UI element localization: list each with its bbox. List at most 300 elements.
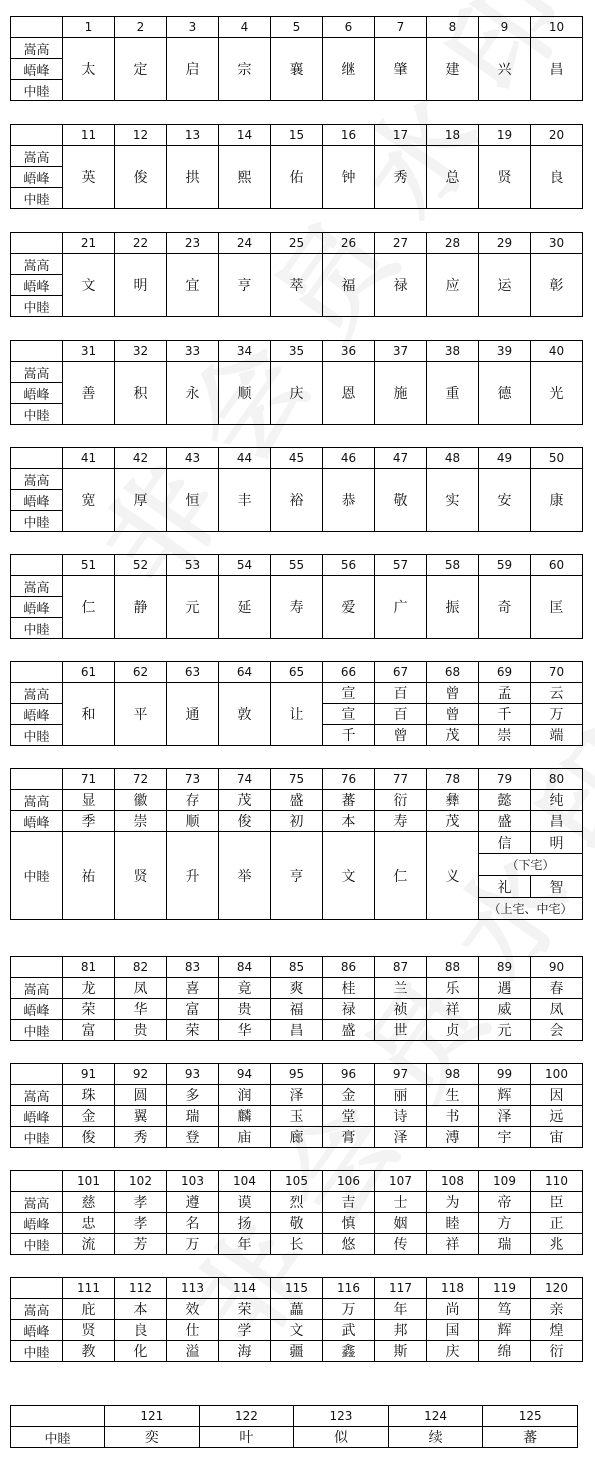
generation-label: 峿峰 [11,275,63,296]
generation-label: 嵩高 [11,362,63,383]
house-note: （上宅、中宅） [479,898,583,920]
generation-character: 钟 [323,146,375,209]
column-number: 38 [427,341,479,362]
column-number: 78 [427,769,479,790]
column-number: 87 [375,957,427,978]
generation-character: 悠 [323,1234,375,1255]
column-number: 19 [479,125,531,146]
column-number: 96 [323,1064,375,1085]
generation-character: 拱 [167,146,219,209]
column-number: 32 [115,341,167,362]
generation-character: 元 [479,1020,531,1041]
generation-character: 翼 [115,1106,167,1127]
column-number: 35 [271,341,323,362]
column-number: 45 [271,448,323,469]
name-table-block [10,1170,583,1255]
generation-character: 施 [375,362,427,425]
column-number: 93 [167,1064,219,1085]
generation-character: 熙 [219,146,271,209]
generation-character: 年 [219,1234,271,1255]
generation-label: 嵩高 [11,38,63,59]
generation-character: 龙 [63,978,115,999]
column-number: 51 [63,555,115,576]
generation-character: 泽 [479,1106,531,1127]
column-number: 54 [219,555,271,576]
column-number: 101 [63,1171,115,1192]
generation-character: 兰 [375,978,427,999]
generation-character: 华 [115,999,167,1020]
generation-character: 让 [271,683,323,746]
column-number: 44 [219,448,271,469]
generation-character: 春 [531,978,583,999]
column-number: 112 [115,1278,167,1299]
generation-label: 中睦 [11,1127,63,1148]
generation-character: 威 [479,999,531,1020]
generation-character: 荣 [167,1020,219,1041]
generation-character: 实 [427,469,479,532]
generation-character: 荣 [63,999,115,1020]
generation-character: 祥 [427,1234,479,1255]
generation-label: 峿峰 [11,490,63,511]
generation-character: 广 [375,576,427,639]
column-number: 110 [531,1171,583,1192]
generation-character: 元 [167,576,219,639]
blank-corner [11,125,63,146]
generation-character: 圆 [115,1085,167,1106]
column-number: 20 [531,125,583,146]
column-number: 73 [167,769,219,790]
generation-character: 疆 [271,1341,323,1362]
generation-character: 崇 [479,725,531,746]
column-number: 34 [219,341,271,362]
generation-character: 彰 [531,254,583,317]
column-number: 77 [375,769,427,790]
generation-character: 襄 [271,38,323,101]
generation-character: 蕃 [323,790,375,811]
column-number: 123 [294,1406,389,1427]
generation-character: 书 [427,1106,479,1127]
generation-label: 嵩高 [11,146,63,167]
generation-character: 爽 [271,978,323,999]
generation-character: 千 [323,725,375,746]
column-number: 48 [427,448,479,469]
generation-character: 明 [115,254,167,317]
blank-corner [11,1278,63,1299]
column-number: 106 [323,1171,375,1192]
generation-character: 积 [115,362,167,425]
generation-character: 绵 [479,1341,531,1362]
generation-character: 敬 [271,1213,323,1234]
column-number: 90 [531,957,583,978]
generation-character: 溢 [167,1341,219,1362]
generation-character: 仁 [375,832,427,920]
generation-character: 俊 [115,146,167,209]
column-number: 66 [323,662,375,683]
generation-character: 存 [167,790,219,811]
generation-character: 端 [531,725,583,746]
generation-character: 和 [63,683,115,746]
column-number: 3 [167,17,219,38]
generation-character: 堂 [323,1106,375,1127]
generation-character: 总 [427,146,479,209]
generation-character: 裕 [271,469,323,532]
column-number: 31 [63,341,115,362]
column-number: 29 [479,233,531,254]
blank-corner [11,957,63,978]
column-number: 98 [427,1064,479,1085]
generation-label: 峿峰 [11,999,63,1020]
column-number: 72 [115,769,167,790]
generation-character: 顺 [167,811,219,832]
column-number: 83 [167,957,219,978]
blank-corner [11,662,63,683]
generation-character: 辉 [479,1320,531,1341]
generation-character: 禄 [375,254,427,317]
generation-character: 烈 [271,1192,323,1213]
column-number: 115 [271,1278,323,1299]
column-number: 125 [483,1406,578,1427]
generation-character: 孟 [479,683,531,704]
column-number: 114 [219,1278,271,1299]
generation-character: 光 [531,362,583,425]
name-table-block [10,1277,583,1362]
generation-character: 佑 [271,146,323,209]
generation-label: 中睦 [11,618,63,639]
generation-character: 丽 [375,1085,427,1106]
column-number: 36 [323,341,375,362]
generation-character: 本 [323,811,375,832]
column-number: 99 [479,1064,531,1085]
generation-character: 泽 [271,1085,323,1106]
generation-character: 远 [531,1106,583,1127]
generation-character: 禄 [323,999,375,1020]
generation-character: 生 [427,1085,479,1106]
generation-character: 启 [167,38,219,101]
column-number: 117 [375,1278,427,1299]
column-number: 61 [63,662,115,683]
generation-character: 睦 [427,1213,479,1234]
generation-character: 顺 [219,362,271,425]
generation-character: 延 [219,576,271,639]
generation-character: 定 [115,38,167,101]
generation-character: 效 [167,1299,219,1320]
generation-character: 喜 [167,978,219,999]
generation-character: 德 [479,362,531,425]
column-number: 50 [531,448,583,469]
generation-character: 恩 [323,362,375,425]
generation-character: 衍 [531,1341,583,1362]
generation-label: 峿峰 [11,383,63,404]
generation-character: 盛 [323,1020,375,1041]
column-number: 121 [105,1406,200,1427]
column-number: 76 [323,769,375,790]
generation-label: 中睦 [11,1427,105,1448]
generation-character: 昌 [531,38,583,101]
column-number: 65 [271,662,323,683]
column-number: 18 [427,125,479,146]
column-number: 119 [479,1278,531,1299]
name-table-block [10,16,583,101]
blank-corner [11,1171,63,1192]
blank-corner [11,769,63,790]
generation-character: 俊 [63,1127,115,1148]
generation-character: 庆 [271,362,323,425]
generation-character: 宜 [167,254,219,317]
generation-character: 俊 [219,811,271,832]
generation-character: 本 [115,1299,167,1320]
generation-character: 年 [375,1299,427,1320]
generation-character: 麟 [219,1106,271,1127]
generation-character: 宗 [219,38,271,101]
generation-character: 康 [531,469,583,532]
generation-character: 升 [167,832,219,920]
column-number: 107 [375,1171,427,1192]
generation-character: 祥 [427,999,479,1020]
generation-character: 丰 [219,469,271,532]
column-number: 42 [115,448,167,469]
generation-character: 安 [479,469,531,532]
generation-character: 膏 [323,1127,375,1148]
generation-character: 曾 [427,704,479,725]
generation-character: 义 [427,832,479,920]
generation-character: 永 [167,362,219,425]
generation-label: 中睦 [11,80,63,101]
column-number: 111 [63,1278,115,1299]
column-number: 109 [479,1171,531,1192]
generation-label: 中睦 [11,725,63,746]
column-number: 104 [219,1171,271,1192]
generation-label: 中睦 [11,1234,63,1255]
generation-character: 举 [219,832,271,920]
generation-character: 辉 [479,1085,531,1106]
generation-character: 庆 [427,1341,479,1362]
column-number: 14 [219,125,271,146]
generation-character: 蕃 [483,1427,578,1448]
generation-character: 斯 [375,1341,427,1362]
column-number: 124 [388,1406,483,1427]
generation-character: 寿 [375,811,427,832]
generation-character: 煌 [531,1320,583,1341]
generation-character: 瑞 [167,1106,219,1127]
generation-character: 凤 [115,978,167,999]
generation-character: 宽 [63,469,115,532]
generation-character: 似 [294,1427,389,1448]
generation-character: 秀 [375,146,427,209]
column-number: 2 [115,17,167,38]
generation-character: 纯 [531,790,583,811]
column-number: 89 [479,957,531,978]
generation-character: 谟 [219,1192,271,1213]
generation-character: 太 [63,38,115,101]
generation-character: 明 [531,832,583,854]
column-number: 6 [323,17,375,38]
column-number: 53 [167,555,219,576]
generation-character: 良 [115,1320,167,1341]
generation-character: 金 [63,1106,115,1127]
generation-character: 振 [427,576,479,639]
generation-character: 奇 [479,576,531,639]
column-number: 25 [271,233,323,254]
column-number: 8 [427,17,479,38]
generation-character: 百 [375,704,427,725]
name-table-block [10,124,583,209]
generation-character: 仁 [63,576,115,639]
generation-character: 万 [531,704,583,725]
generation-label: 峿峰 [11,704,63,725]
column-number: 82 [115,957,167,978]
generation-character: 平 [115,683,167,746]
generation-character: 孝 [115,1192,167,1213]
column-number: 60 [531,555,583,576]
column-number: 116 [323,1278,375,1299]
column-number: 91 [63,1064,115,1085]
generation-character: 曾 [427,683,479,704]
generation-character: 竟 [219,978,271,999]
generation-label: 峿峰 [11,1320,63,1341]
column-number: 71 [63,769,115,790]
generation-character: 桂 [323,978,375,999]
generation-character: 泽 [375,1127,427,1148]
generation-character: 昌 [271,1020,323,1041]
column-number: 84 [219,957,271,978]
column-number: 55 [271,555,323,576]
name-table-block [10,768,583,920]
generation-character: 百 [375,683,427,704]
generation-character: 富 [63,1020,115,1041]
generation-character: 崇 [115,811,167,832]
generation-character: 遵 [167,1192,219,1213]
column-number: 39 [479,341,531,362]
column-number: 43 [167,448,219,469]
blank-corner [11,341,63,362]
column-number: 120 [531,1278,583,1299]
blank-corner [11,448,63,469]
column-number: 102 [115,1171,167,1192]
generation-character: 盛 [479,811,531,832]
column-number: 122 [199,1406,294,1427]
column-number: 105 [271,1171,323,1192]
column-number: 5 [271,17,323,38]
generation-character: 慎 [323,1213,375,1234]
column-number: 12 [115,125,167,146]
generation-character: 奕 [105,1427,200,1448]
blank-corner [11,1064,63,1085]
generation-label: 中睦 [11,296,63,317]
generation-character: 庇 [63,1299,115,1320]
generation-label: 峿峰 [11,1106,63,1127]
generation-label: 嵩高 [11,683,63,704]
generation-character: 贵 [219,999,271,1020]
generation-character: 宇 [479,1127,531,1148]
column-number: 49 [479,448,531,469]
column-number: 16 [323,125,375,146]
generation-character: 流 [63,1234,115,1255]
generation-character: 爱 [323,576,375,639]
generation-character: 秀 [115,1127,167,1148]
column-number: 10 [531,17,583,38]
generation-character: 武 [323,1320,375,1341]
generation-character: 静 [115,576,167,639]
generation-label: 中睦 [11,1020,63,1041]
generation-character: 良 [531,146,583,209]
generation-label: 中睦 [11,832,63,920]
generation-character: 臣 [531,1192,583,1213]
generation-character: 徽 [115,790,167,811]
generation-character: 为 [427,1192,479,1213]
column-number: 88 [427,957,479,978]
generation-character: 孝 [115,1213,167,1234]
column-number: 68 [427,662,479,683]
generation-character: 庙 [219,1127,271,1148]
generation-character: 姻 [375,1213,427,1234]
column-number: 11 [63,125,115,146]
generation-character: 扬 [219,1213,271,1234]
column-number: 64 [219,662,271,683]
column-number: 86 [323,957,375,978]
generation-character: 敬 [375,469,427,532]
column-number: 92 [115,1064,167,1085]
generation-character: 芳 [115,1234,167,1255]
generation-character: 福 [271,999,323,1020]
column-number: 46 [323,448,375,469]
generation-character: 季 [63,811,115,832]
generation-character: 名 [167,1213,219,1234]
column-number: 23 [167,233,219,254]
generation-character: 登 [167,1127,219,1148]
column-number: 22 [115,233,167,254]
generation-character: 匡 [531,576,583,639]
generation-label: 嵩高 [11,1192,63,1213]
generation-character: 叶 [199,1427,294,1448]
generation-character: 重 [427,362,479,425]
generation-character: 万 [323,1299,375,1320]
generation-label: 峿峰 [11,597,63,618]
column-number: 70 [531,662,583,683]
generation-character: 金 [323,1085,375,1106]
name-table-block [10,340,583,425]
column-number: 75 [271,769,323,790]
generation-character: 会 [531,1020,583,1041]
generation-character: 运 [479,254,531,317]
generation-character: 仕 [167,1320,219,1341]
generation-character: 衍 [375,790,427,811]
column-number: 113 [167,1278,219,1299]
name-table-block-last [10,1405,578,1448]
generation-character: 万 [167,1234,219,1255]
generation-label: 嵩高 [11,1299,63,1320]
blank-corner [11,17,63,38]
column-number: 4 [219,17,271,38]
generation-label: 中睦 [11,1341,63,1362]
generation-character: 祐 [63,832,115,920]
generation-character: 教 [63,1341,115,1362]
generation-character: 贤 [115,832,167,920]
generation-character: 尚 [427,1299,479,1320]
generation-character: 恒 [167,469,219,532]
generation-label: 峿峰 [11,1213,63,1234]
generation-character: 学 [219,1320,271,1341]
generation-character: 宙 [531,1127,583,1148]
blank-corner [11,555,63,576]
generation-label: 嵩高 [11,1085,63,1106]
generation-character: 福 [323,254,375,317]
generation-character: 盛 [271,790,323,811]
generation-character: 溥 [427,1127,479,1148]
generation-character: 多 [167,1085,219,1106]
generation-character: 继 [323,38,375,101]
column-number: 56 [323,555,375,576]
column-number: 9 [479,17,531,38]
